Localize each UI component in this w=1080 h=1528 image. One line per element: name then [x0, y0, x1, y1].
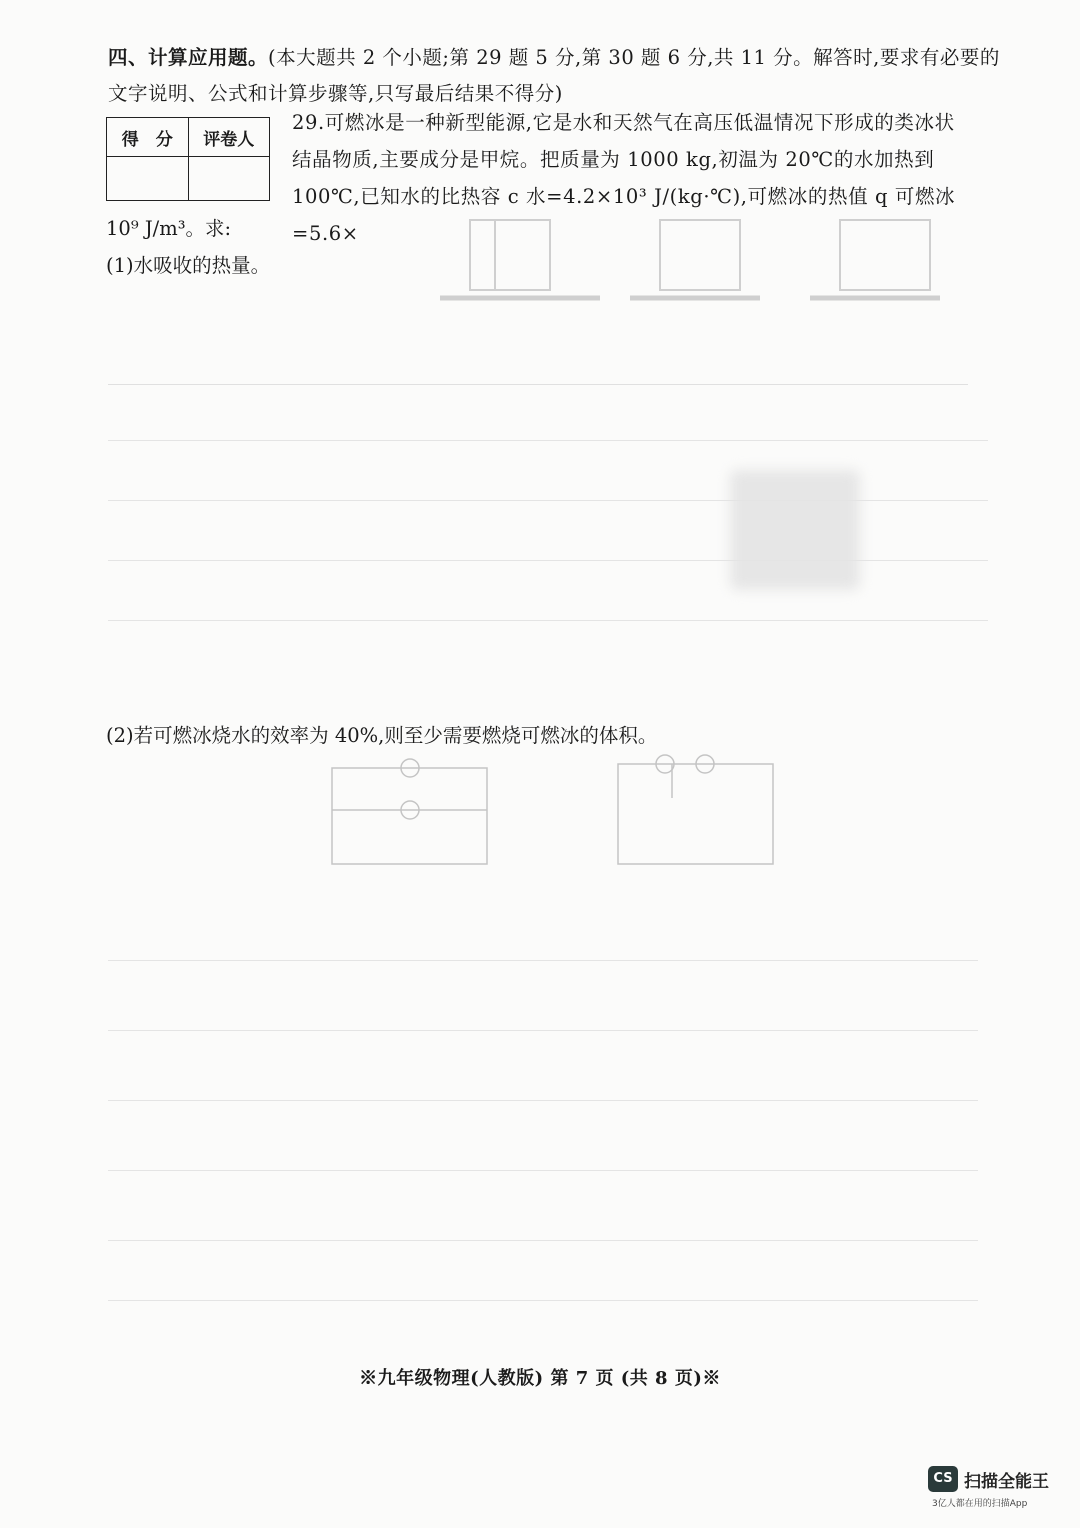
bleed-through-rule	[108, 620, 988, 621]
bleed-through-smudge	[730, 470, 860, 590]
section-title: 四、计算应用题。	[108, 46, 269, 69]
question-29-line-3: 100℃,已知水的比热容 c 水=4.2×10³ J/(kg·℃),可燃冰的热值 q 可燃冰=5.6×	[292, 185, 956, 245]
question-29-line-2: 结晶物质,主要成分是甲烷。把质量为 1000 kg,初温为 20℃的水加热到	[292, 148, 935, 171]
score-column-header: 得 分	[107, 118, 189, 157]
bleed-through-rule	[108, 1300, 978, 1301]
camscanner-logo-icon: CS	[928, 1466, 958, 1492]
bleed-through-rule	[108, 384, 968, 385]
question-29-part-1: (1)水吸收的热量。	[106, 254, 271, 277]
scanner-watermark	[928, 1466, 1068, 1516]
bleed-through-rule	[108, 1240, 978, 1241]
section-instructions: (本大题共 2 个小题;第 29 题 5 分,第 30 题 6 分,共 11 分。解答时,要求有必要的文字说明、公式和计算步骤等,只写最后结果不得分)	[108, 46, 1000, 105]
bleed-through-rule	[108, 1030, 978, 1031]
section-heading	[108, 40, 1008, 112]
bleed-through-rule	[108, 1170, 978, 1171]
score-cell	[107, 157, 189, 201]
bleed-through-rule	[108, 440, 988, 441]
bleed-through-circuit-figure	[320, 750, 790, 900]
question-29-text	[292, 104, 1004, 252]
score-table	[106, 117, 270, 201]
watermark-app-name: 扫描全能王	[964, 1472, 1049, 1492]
bleed-through-rule	[108, 560, 988, 561]
question-29-line-1: 29.可燃冰是一种新型能源,它是水和天然气在高压低温情况下形成的类冰状	[292, 111, 955, 134]
grader-cell	[188, 157, 270, 201]
question-29-line-4: 10⁹ J/m³。求:	[106, 217, 232, 240]
page-footer: ※九年级物理(人教版) 第 7 页 (共 8 页)※	[359, 1368, 721, 1389]
bleed-through-rule	[108, 960, 978, 961]
watermark-tagline: 3亿人都在用的扫描App	[932, 1499, 1028, 1509]
question-29-part-2: (2)若可燃冰烧水的效率为 40%,则至少需要燃烧可燃冰的体积。	[106, 724, 658, 747]
bleed-through-rule	[108, 500, 988, 501]
grader-column-header: 评卷人	[188, 118, 270, 157]
bleed-through-rule	[108, 1100, 978, 1101]
